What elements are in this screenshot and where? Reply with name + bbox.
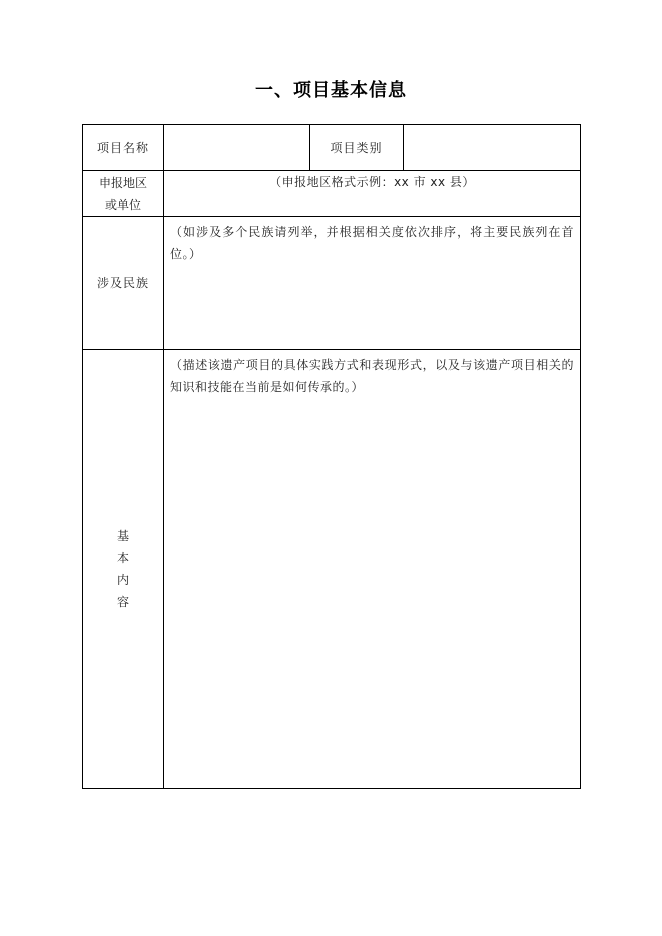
project-name-row xyxy=(83,125,581,171)
project-category-label: 项目类别 xyxy=(310,125,404,171)
content-row xyxy=(83,350,581,789)
region-label-line1: 申报地区 xyxy=(98,175,147,190)
content-label-char-1: 基 xyxy=(116,529,129,543)
content-label xyxy=(83,350,164,789)
region-label xyxy=(83,171,164,217)
content-label-char-4: 容 xyxy=(116,595,129,609)
project-name-field[interactable] xyxy=(164,125,310,171)
ethnic-field[interactable]: （如涉及多个民族请列举，并根据相关度依次排序，将主要民族列在首位。） xyxy=(164,217,581,350)
region-label-line2: 或单位 xyxy=(104,197,141,212)
page-title: 一、项目基本信息 xyxy=(255,80,407,101)
project-category-field[interactable] xyxy=(404,125,581,171)
content-label-char-3: 内 xyxy=(116,573,129,587)
project-name-label: 项目名称 xyxy=(83,125,164,171)
ethnic-label: 涉及民族 xyxy=(83,217,164,350)
region-field[interactable]: （申报地区格式示例：xx 市 xx 县） xyxy=(164,171,581,217)
project-info-table xyxy=(82,124,581,789)
content-label-char-2: 本 xyxy=(116,551,129,565)
ethnic-row xyxy=(83,217,581,350)
region-row xyxy=(83,171,581,217)
content-field[interactable]: （描述该遗产项目的具体实践方式和表现形式，以及与该遗产项目相关的知识和技能在当前是如何传承的。） xyxy=(164,350,581,789)
